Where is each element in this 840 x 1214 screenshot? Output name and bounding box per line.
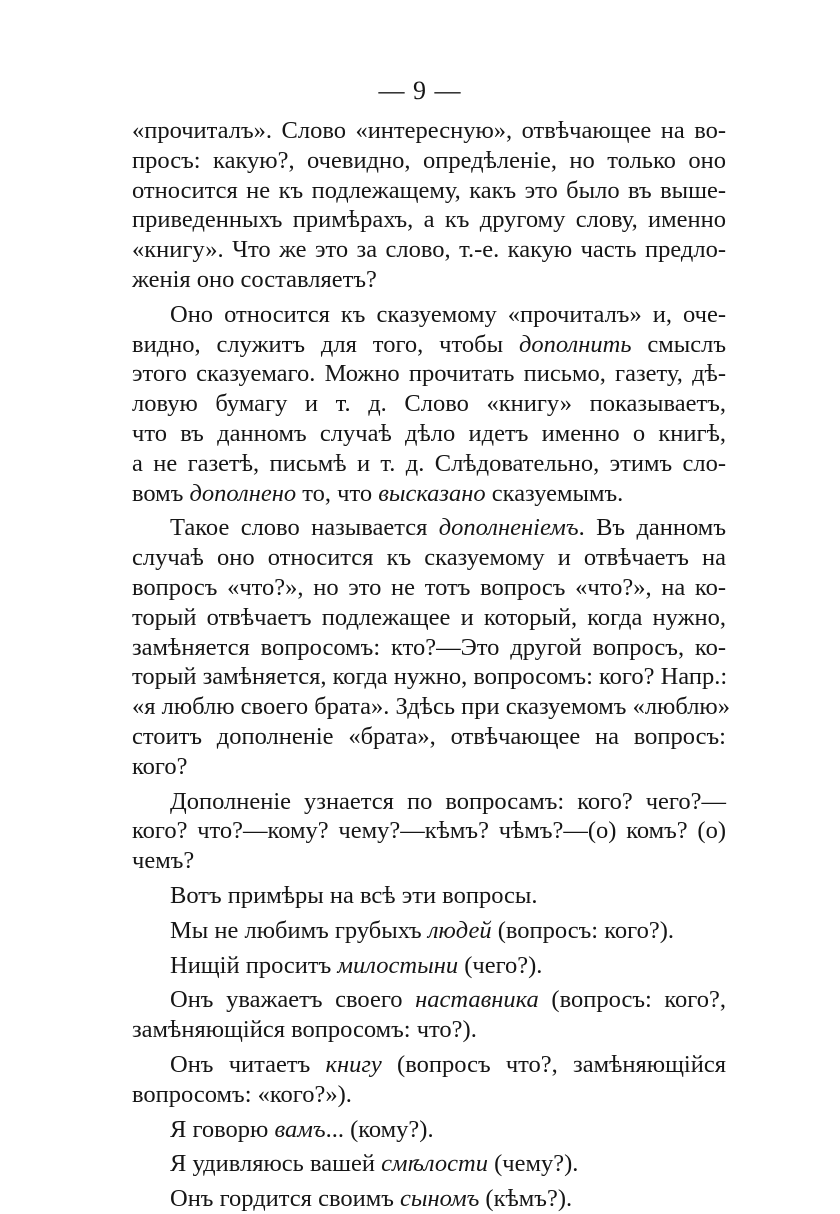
text-line: вопросомъ: «кого?»).: [132, 1080, 352, 1108]
text-line: Онъ читаетъ книгу (вопросъ что?, замѣняющійся: [170, 1050, 726, 1078]
paragraph: [132, 513, 730, 781]
text-line: «прочиталъ». Слово «интересную», отвѣчающее на во-: [132, 117, 726, 144]
italic-term: дополнить: [519, 330, 632, 358]
example-sentence: [132, 951, 726, 981]
text-line: Онъ уважаетъ своего наставника (вопросъ: кого?,: [170, 986, 726, 1014]
italic-term: высказано: [378, 479, 486, 507]
text-line: стоитъ дополненіе «брата», отвѣчающее на вопросъ:: [132, 722, 726, 750]
text-line: Онъ гордится своимъ сыномъ (кѣмъ?).: [170, 1185, 573, 1213]
text-line: Я удивляюсь вашей смѣлости (чему?).: [170, 1150, 579, 1178]
text-line: замѣняющійся вопросомъ: что?).: [132, 1016, 477, 1044]
paragraph: [132, 881, 726, 911]
text-line: женія оно составляетъ?: [132, 265, 377, 293]
text-line: что въ данномъ случаѣ дѣло идетъ именно о книгѣ,: [132, 419, 726, 447]
example-sentence: [132, 985, 726, 1045]
text-line: вомъ дополнено то, что высказано сказуемымъ.: [132, 479, 624, 507]
text-line: Оно относится къ сказуемому «прочиталъ» и, оче-: [170, 300, 726, 328]
text-line: вопросъ «что?», но это не тотъ вопросъ «что?», на ко-: [132, 573, 726, 601]
text-line: Дополненіе узнается по вопросамъ: кого? чего?—: [170, 787, 726, 815]
text-line: а не газетѣ, письмѣ и т. д. Слѣдовательно, этимъ сло-: [132, 449, 726, 477]
text-line: приведенныхъ примѣрахъ, а къ другому слову, именно: [132, 206, 726, 234]
text-line: торый отвѣчаетъ подлежащее и который, когда нужно,: [132, 603, 726, 631]
text-line: этого сказуемаго. Можно прочитать письмо, газету, дѣ-: [132, 360, 726, 388]
italic-term: вамъ: [274, 1115, 326, 1143]
body-text: [132, 116, 730, 1214]
italic-term: сыномъ: [400, 1185, 480, 1213]
italic-term: смѣлости: [381, 1150, 488, 1178]
text-line: Вотъ примѣры на всѣ эти вопросы.: [170, 881, 538, 909]
text-line: замѣняется вопросомъ: кто?—Это другой вопросъ, ко-: [132, 633, 726, 661]
example-sentence: [132, 1149, 726, 1179]
text-line: случаѣ оно относится къ сказуемому и отвѣчаетъ на: [132, 544, 726, 572]
text-line: Я говорю вамъ... (кому?).: [170, 1115, 434, 1143]
paragraph: [132, 116, 726, 295]
text-line: Мы не любимъ грубыхъ людей (вопросъ: кого?).: [170, 916, 674, 944]
text-line: кого?: [132, 752, 188, 780]
italic-term: книгу: [325, 1050, 382, 1078]
italic-term: дополненіемъ: [438, 514, 579, 542]
text-line: «книгу». Что же это за слово, т.-е. какую часть предло-: [132, 236, 726, 264]
italic-term: дополнено: [189, 479, 297, 507]
text-line: чемъ?: [132, 847, 195, 875]
text-line: кого? что?—кому? чему?—кѣмъ? чѣмъ?—(о) комъ? (о): [132, 817, 726, 845]
italic-term: наставника: [415, 986, 539, 1014]
italic-term: людей: [427, 916, 492, 944]
text-line: «я люблю своего брата». Здѣсь при сказуемомъ «люблю»: [132, 693, 730, 721]
page-number: — 9 —: [378, 76, 462, 105]
italic-term: милостыни: [337, 951, 459, 979]
text-line: относится не къ подлежащему, какъ это было въ выше-: [132, 176, 726, 204]
paragraph: [132, 300, 726, 509]
example-sentence: [132, 1050, 726, 1110]
paragraph: [132, 787, 726, 876]
text-line: Нищій проситъ милостыни (чего?).: [170, 951, 543, 979]
text-line: Такое слово называется дополненіемъ. Въ данномъ: [170, 514, 726, 542]
example-sentence: [132, 1115, 726, 1145]
example-sentence: [132, 916, 726, 946]
example-sentence: [132, 1184, 726, 1214]
text-line: просъ: какую?, очевидно, опредѣленіе, но только оно: [132, 146, 726, 174]
text-line: видно, служитъ для того, чтобы дополнить смыслъ: [132, 330, 727, 358]
text-line: торый замѣняется, когда нужно, вопросомъ: кого? Напр.:: [132, 663, 728, 691]
text-line: ловую бумагу и т. д. Слово «книгу» показываетъ,: [132, 390, 726, 418]
